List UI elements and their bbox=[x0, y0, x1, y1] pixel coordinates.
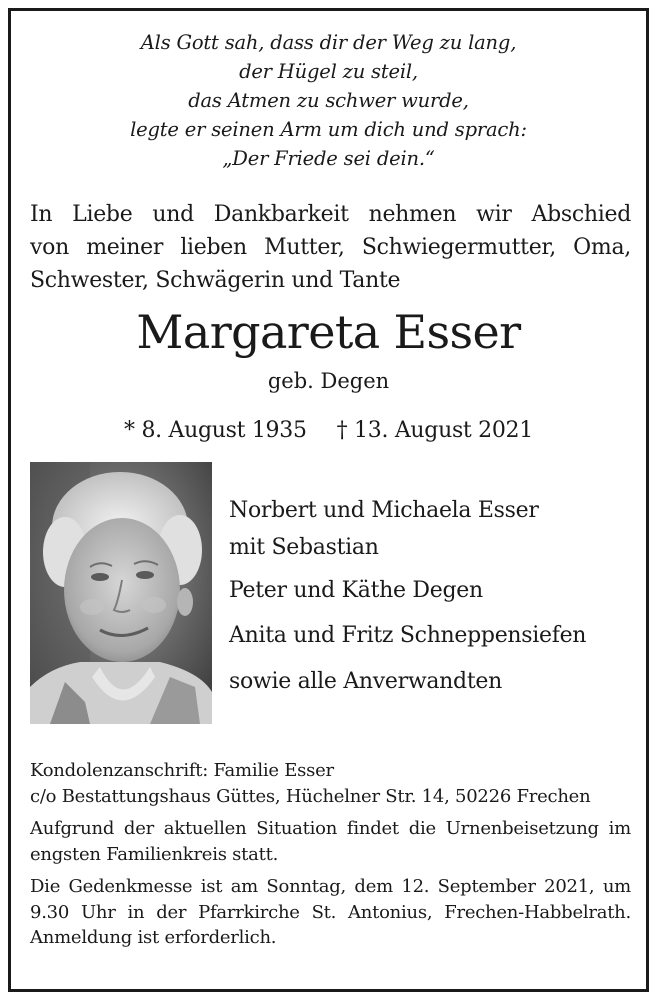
footer-line: 9.30 Uhr in der Pfarrkirche St. Antonius, Frechen-Habbelrath. bbox=[30, 901, 631, 923]
intro-line: Schwester, Schwägerin und Tante bbox=[30, 268, 401, 293]
poem-line: legte er seinen Arm um dich und sprach: bbox=[130, 118, 527, 141]
portrait-photo bbox=[30, 462, 212, 724]
footer-line: Die Gedenkmesse ist am Sonntag, dem 12. September 2021, um bbox=[30, 876, 631, 897]
poem-line: Als Gott sah, dass dir der Weg zu lang, bbox=[140, 31, 517, 54]
footer-line: Anmeldung ist erforderlich. bbox=[30, 927, 277, 948]
poem-line: der Hügel zu steil, bbox=[239, 60, 418, 83]
portrait-photo-icon bbox=[30, 462, 212, 724]
footer-line: Kondolenzanschrift: Familie Esser bbox=[30, 760, 334, 781]
footer-line: Aufgrund der aktuellen Situation findet die Urnenbeisetzung im bbox=[30, 818, 631, 839]
intro-text bbox=[30, 198, 631, 297]
death-date: † 13. August 2021 bbox=[336, 418, 533, 443]
intro-line: In Liebe und Dankbarkeit nehmen wir Abschied bbox=[30, 202, 631, 227]
poem bbox=[0, 28, 657, 173]
memorial-mass-note bbox=[30, 874, 631, 951]
birth-date: * 8. August 1935 bbox=[124, 418, 307, 443]
condolence-address bbox=[30, 758, 631, 809]
poem-line: das Atmen zu schwer wurde, bbox=[188, 89, 469, 112]
footer-info bbox=[30, 758, 631, 958]
footer-line: engsten Familienkreis statt. bbox=[30, 843, 279, 865]
deceased-name: Margareta Esser bbox=[136, 305, 521, 359]
mourner-line: sowie alle Anverwandten bbox=[229, 669, 502, 694]
intro-line: von meiner lieben Mutter, Schwiegermutter, Oma, bbox=[30, 235, 631, 260]
footer-line: c/o Bestattungshaus Güttes, Hüchelner Str. 14, 50226 Frechen bbox=[30, 785, 591, 807]
poem-line: „Der Friede sei dein.“ bbox=[222, 147, 435, 170]
life-dates bbox=[0, 414, 657, 448]
mourner-line: Norbert und Michaela Esser bbox=[229, 498, 539, 523]
burial-note bbox=[30, 816, 631, 867]
maiden-name: geb. Degen bbox=[267, 369, 390, 393]
mourner-line: Anita und Fritz Schneppensiefen bbox=[229, 623, 587, 648]
mourner-line: mit Sebastian bbox=[229, 535, 379, 560]
mourner-line: Peter und Käthe Degen bbox=[229, 578, 483, 603]
